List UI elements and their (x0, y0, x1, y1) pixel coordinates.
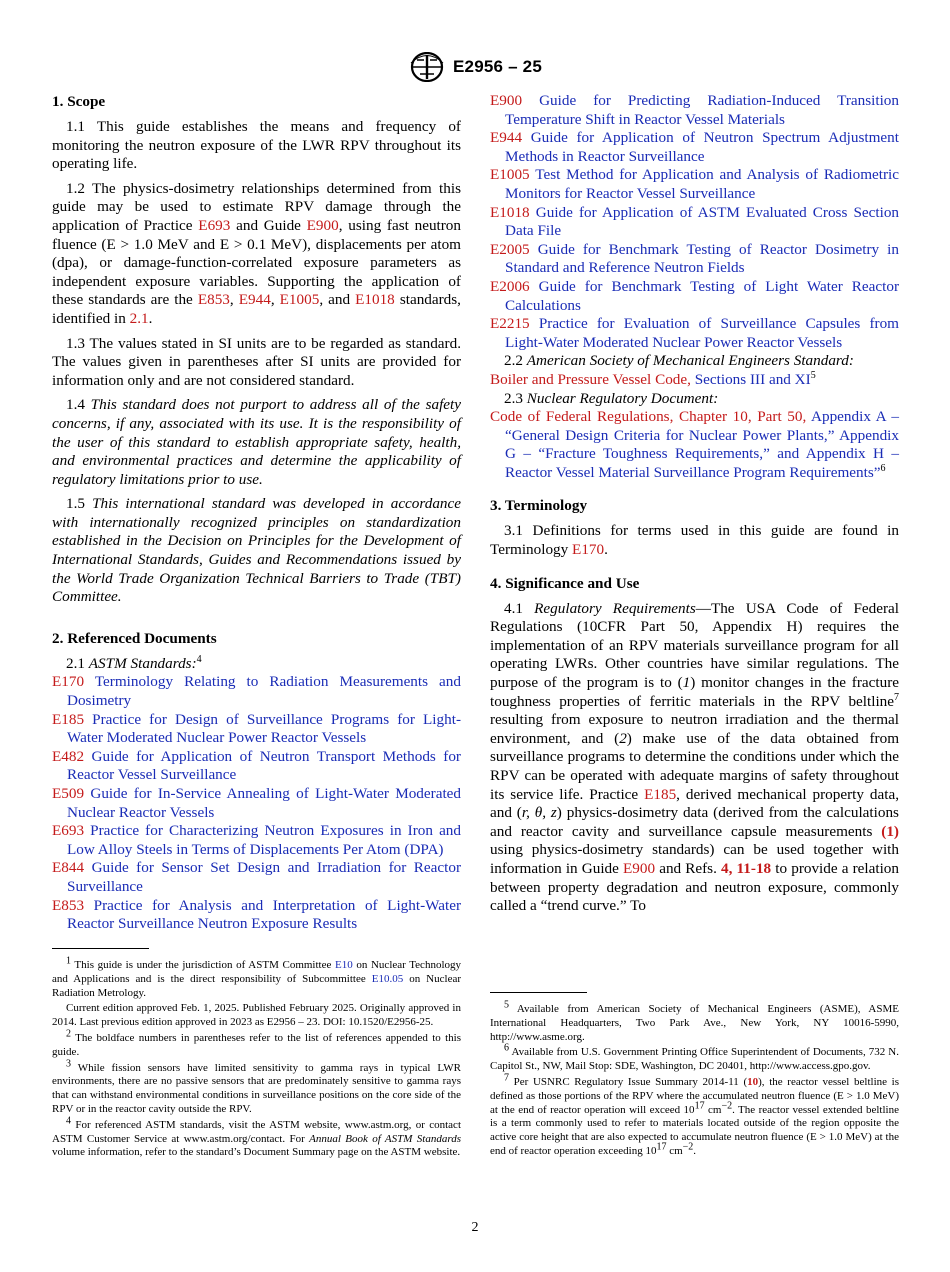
footnotes-right (490, 999, 899, 1161)
page-number: 2 (471, 1220, 479, 1235)
astm-logo-icon (408, 52, 446, 82)
standard-entry-e2006[interactable] (490, 278, 899, 315)
link-ref-1[interactable]: (1) (881, 822, 899, 840)
standard-title[interactable]: Guide for Sensor Set Design and Irradiation for Reactor Surveillance (67, 859, 462, 895)
standard-code[interactable]: E1018 (490, 203, 530, 221)
para-1-2: 1.2 The physics-dosimetry relationships determined from this guide may be used to estimate RPV damage through the application of Practice E693 and Guide E900, using fast neutron fluence (E > 1.0 MeV and E > 0.1 MeV), displacements per atom (dpa), or damage-function-correlated exposure parameters as independent exposure variables. Supporting the application of these standards are the E853, E944, E1005, and E1018 standards, identified in 2.1. (52, 179, 461, 327)
standard-entry-e900[interactable] (490, 92, 899, 129)
para-4-1: 4.1 Regulatory Requirements—The USA Code of Federal Regulations (10CFR Part 50, Appendix H) requires the implementation of an RPV materials surveillance program for all operating LWRs. Other countries have similar regulations. The purpose of the program is to (1) monitor changes in the fracture toughness properties of ferritic materials in the RPV beltline$^7$ resulting from exposure to neutron irradiation and the thermal environment, and (2) make use of the data obtained from surveillance programs to determine the conditions under which the RPV can be operated with adequate margins of safety throughout its service life. Practice E185, derived mechanical property data, and (r, θ, z) physics-dosimetry data (derived from the calculations and reactor cavity and surveillance capsule measurements (1) using physics-dosimetry standards) can be used together with information in Guide E900 and Refs. 4, 11-18 to provide a relation between property degradation and neutron exposure, commonly called a “trend curve.” To (490, 599, 900, 915)
standard-entry-e844[interactable] (52, 859, 461, 896)
standard-code[interactable]: E2005 (490, 240, 530, 258)
standard-code[interactable]: E844 (52, 859, 85, 877)
standard-code[interactable]: E944 (490, 129, 523, 147)
link-section-2-1[interactable]: 2.1 (129, 309, 149, 327)
cfr-document-entry[interactable]: Code of Federal Regulations, Chapter 10, Part 50, Appendix A – “General Design Criteria for Nuclear Power Plants,” Appendix G – “Fracture Toughness Requirements,” and Appendix H – Reactor Vessel Material Surveillance Program Requirements”$^6$ (490, 408, 899, 481)
standard-entry-e509[interactable] (52, 785, 461, 822)
standard-title[interactable]: Guide for Application of Neutron Transport Methods for Reactor Vessel Surveillance (67, 747, 461, 784)
standards-list-left (52, 673, 461, 933)
standard-code[interactable]: E482 (52, 747, 85, 765)
document-id: E2956 – 25 (453, 57, 542, 76)
link-e853[interactable]: E853 (197, 291, 230, 309)
standard-title[interactable]: Guide for Benchmark Testing of Light Water Reactor Calculations (505, 277, 900, 314)
footnote-7: $^7$ Per USNRC Regulatory Issue Summary 2014-11 (10), the reactor vessel beltline is defined as those portions of the RPV where the accumulated neutron fluence (E > 1.0 MeV) at the end of reactor operation will exceed $10^{17}$ $cm^{-2}$. The reactor vessel extended beltline is a term commonly used to refer to materials located outside of the region opposite the active core height that are also expected to accumulate neutron fluence (E > 1.0 MeV) at the end of reactor operation exceeding $10^{17}$ $cm^{-2}$. (490, 1072, 899, 1157)
link-e944[interactable]: E944 (238, 291, 271, 309)
footnote-1: $^1$ This guide is under the jurisdiction of ASTM Committee E10 on Nuclear Technology and Applications and is the direct responsibility of Subcommittee E10.05 on Nuclear Radiation Metrology. (52, 955, 461, 999)
subsection-2-1: 2.1 ASTM Standards:$^4$ (66, 653, 202, 672)
standard-code[interactable]: E2006 (490, 277, 530, 295)
footnotes-left (52, 955, 461, 1162)
footnote-divider-left (52, 948, 149, 949)
standard-entry-e482[interactable] (52, 748, 461, 785)
footnote-5: $^5$ Available from American Society of Mechanical Engineers (ASME), ASME International Headquarters, Two Park Ave., New York, NY 10016-5990, http://www.asme.org. (490, 999, 899, 1043)
standard-code[interactable]: E509 (52, 785, 85, 802)
para-1-5: 1.5 This international standard was developed in accordance with internationally recognized principles on standardization established in the Decision on Principles for the Development of International Standards, Guides and Recommendations issued by the World Trade Organization Technical Barriers to Trade (TBT) Committee. (52, 495, 462, 606)
link-e1018[interactable]: E1018 (355, 291, 395, 309)
standard-title[interactable]: Guide for Benchmark Testing of Reactor Dosimetry in Standard and Reference Neutron Fields (505, 240, 899, 277)
standard-title[interactable]: Practice for Design of Surveillance Programs for Light-Water Moderated Nuclear Power Reactor Vessels (67, 710, 461, 747)
standard-entry-e1018[interactable] (490, 204, 899, 241)
standard-title[interactable]: Guide for Application of Neutron Spectrum Adjustment Methods in Reactor Surveillance (505, 129, 899, 165)
standard-code[interactable]: E693 (52, 822, 85, 840)
standard-code[interactable]: E853 (52, 896, 85, 914)
link-ref-10[interactable]: 10 (747, 1075, 759, 1088)
standard-title[interactable]: Guide for In-Service Annealing of Light-Water Moderated Nuclear Reactor Vessels (67, 785, 461, 821)
footnote-1-edition: Current edition approved Feb. 1, 2025. Published February 2025. Originally approved in 2014. Last previous edition approved in 2023 as E2956 – 23. DOI: 10.1520/E2956-25. (52, 1002, 461, 1029)
section-1-heading: 1. Scope (52, 93, 106, 110)
standard-code[interactable]: E900 (490, 92, 523, 109)
section-2-heading: 2. Referenced Documents (52, 629, 217, 647)
standard-title[interactable]: Practice for Evaluation of Surveillance Capsules from Light-Water Moderated Nuclear Power Reactor Vessels (505, 315, 899, 351)
standard-title[interactable]: Test Method for Application and Analysis of Radiometric Monitors for Reactor Vessel Surveillance (505, 166, 899, 202)
link-e900-sec4[interactable]: E900 (623, 859, 656, 877)
standard-entry-e1005[interactable] (490, 166, 899, 203)
right-column (490, 92, 899, 922)
standard-entry-e2215[interactable] (490, 315, 899, 352)
footnote-4: $^4$ For referenced ASTM standards, visit the ASTM website, www.astm.org, or contact ASTM Customer Service at www.astm.org/contact. For Annual Book of ASTM Standards volume information, refer to the standard’s Document Summary page on the ASTM website. (52, 1115, 461, 1159)
footnote-divider-right (490, 992, 587, 993)
para-1-3: 1.3 The values stated in SI units are to be regarded as standard. The values given in parentheses after SI units are provided for information only and are not considered standard. (52, 334, 461, 389)
link-subcommittee-e10-05[interactable]: E10.05 (371, 972, 404, 985)
page-header (0, 52, 950, 82)
standards-list-right (490, 92, 899, 352)
standard-code[interactable]: E185 (52, 710, 85, 728)
standard-title[interactable]: Guide for Predicting Radiation-Induced Transition Temperature Shift in Reactor Vessel Materials (505, 92, 899, 128)
standard-entry-e693[interactable] (52, 822, 461, 859)
footnote-2: $^2$ The boldface numbers in parentheses refer to the list of references appended to this guide. (52, 1028, 461, 1058)
para-1-1: 1.1 This guide establishes the means and frequency of monitoring the neutron exposure of the LWR RPV throughout its operating life. (52, 118, 461, 173)
standard-entry-e853[interactable] (52, 897, 461, 934)
subsection-2-3: 2.3 Nuclear Regulatory Document: (504, 389, 719, 407)
standard-entry-e2005[interactable] (490, 241, 899, 278)
standard-title[interactable]: Terminology Relating to Radiation Measurements and Dosimetry (67, 673, 461, 710)
subsection-2-2: 2.2 American Society of Mechanical Engineers Standard: (504, 352, 854, 370)
footnote-3: $^3$ While fission sensors have limited sensitivity to gamma rays in typical LWR environments, there are no passive sensors that are predominately sensitive to gamma rays that can withstand environmental conditions in surveillance positions on the core side of the RPV or in the reactor cavity outside the RPV. (52, 1057, 461, 1115)
link-e1005[interactable]: E1005 (279, 291, 320, 309)
link-e170-terminology[interactable]: E170 (572, 541, 605, 559)
standard-entry-e185[interactable] (52, 711, 461, 748)
asme-standard-entry[interactable]: Boiler and Pressure Vessel Code, Sections III and $XI^5$ (490, 369, 816, 388)
link-refs-4-11-18[interactable]: 4, 11-18 (721, 859, 772, 877)
standard-entry-e170[interactable] (52, 673, 461, 710)
standard-title[interactable]: Practice for Characterizing Neutron Exposures in Iron and Low Alloy Steels in Terms of Displacements Per Atom (DPA) (67, 822, 461, 858)
standard-code[interactable]: E170 (52, 673, 85, 691)
link-e900[interactable]: E900 (306, 216, 339, 234)
standard-code[interactable]: E1005 (490, 166, 530, 184)
section-3-heading: 3. Terminology (490, 497, 588, 515)
section-4-heading: 4. Significance and Use (490, 574, 640, 592)
para-1-4: 1.4 This standard does not purport to address all of the safety concerns, if any, associated with its use. It is the responsibility of the user of this standard to establish appropriate safety, health, and environmental practices and determine the applicability of regulatory limitations prior to use. (52, 396, 462, 488)
link-e185[interactable]: E185 (644, 785, 677, 803)
footnote-6: $^6$ Available from U.S. Government Printing Office Superintendent of Documents, 732 N. Capitol St., NW, Mail Stop: SDE, Washington, DC 20401, http://www.access.gpo.gov. (490, 1042, 899, 1073)
standard-entry-e944[interactable] (490, 129, 899, 166)
standard-title[interactable]: Practice for Analysis and Interpretation of Light-Water Reactor Surveillance Neutron Exposure Results (67, 896, 461, 933)
link-committee-e10[interactable]: E10 (335, 959, 353, 971)
left-column (52, 92, 461, 934)
standard-title[interactable]: Guide for Application of ASTM Evaluated Cross Section Data File (505, 203, 900, 240)
link-e693[interactable]: E693 (198, 216, 231, 234)
para-3-1: 3.1 Definitions for terms used in this guide are found in Terminology E170. (490, 522, 899, 559)
standard-code[interactable]: E2215 (490, 315, 530, 333)
